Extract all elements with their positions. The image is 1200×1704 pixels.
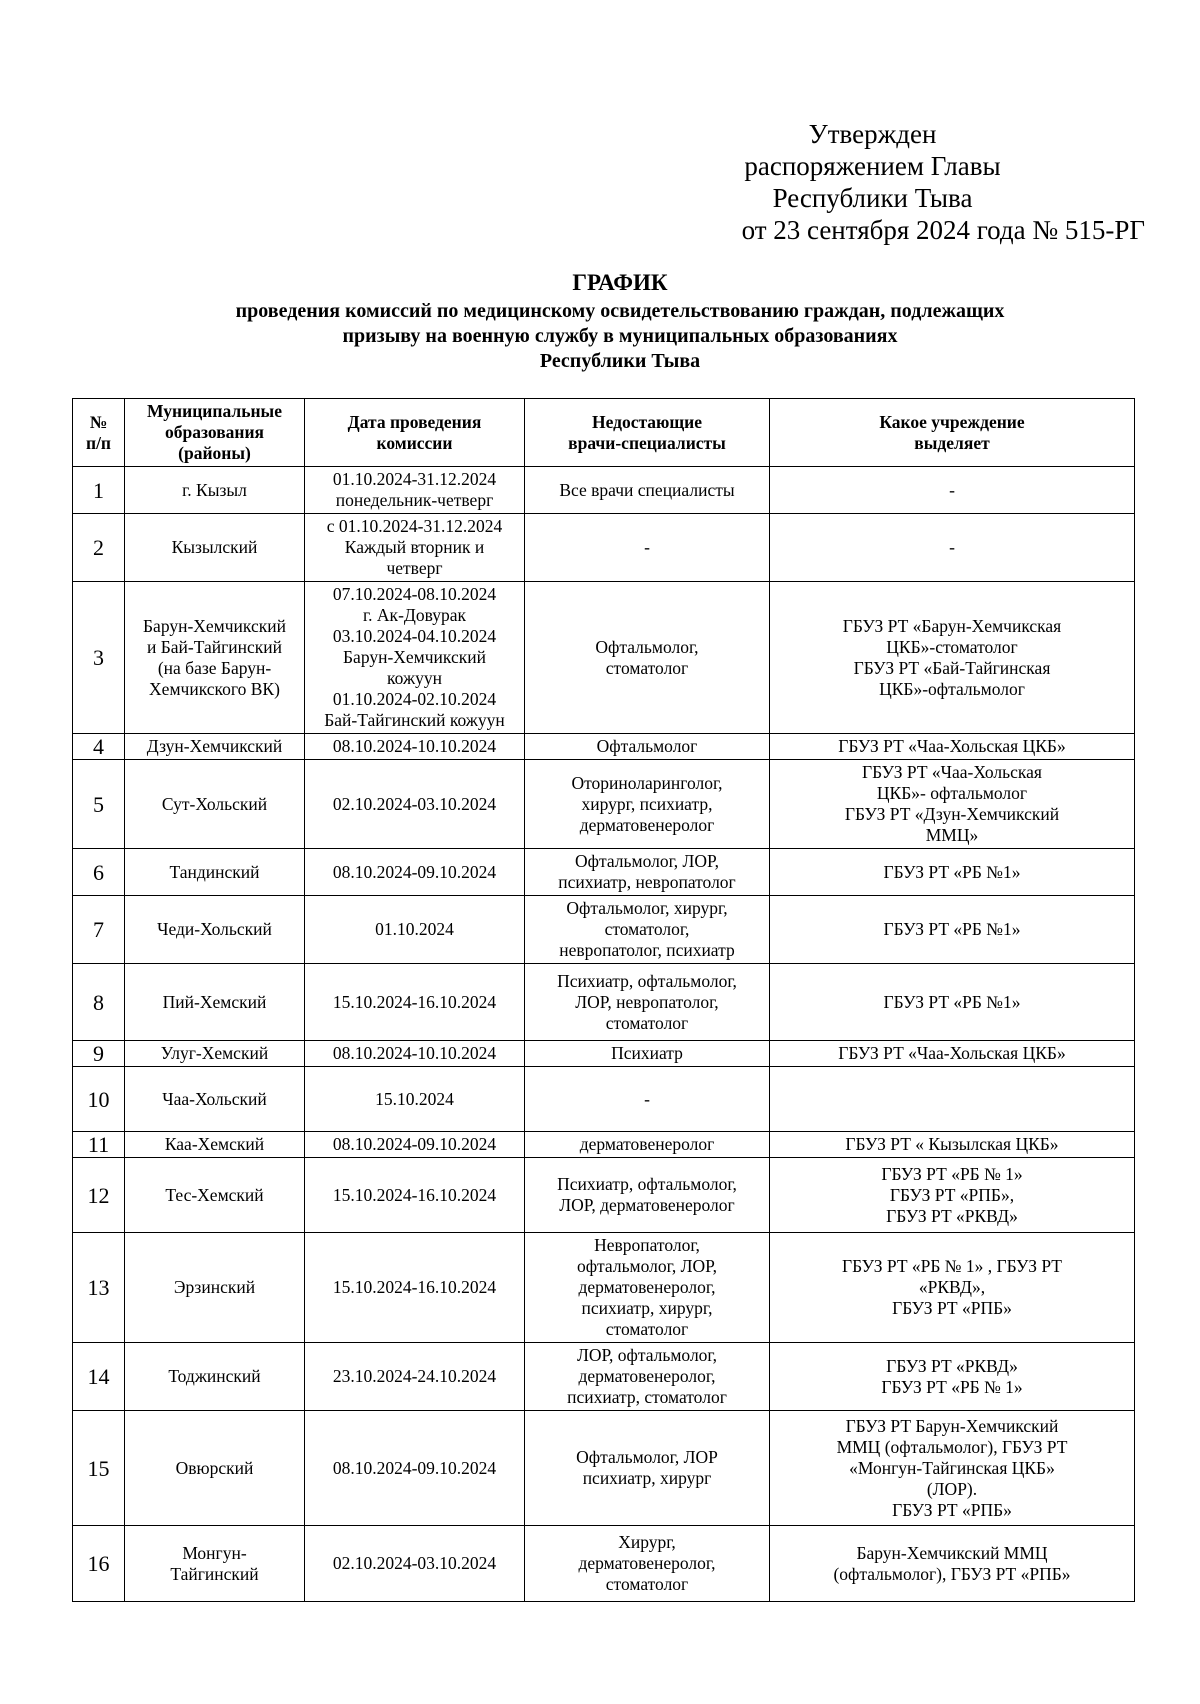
- table-row: [73, 1158, 1135, 1233]
- cell-line: (на базе Барун-: [157, 657, 272, 678]
- cell-line: Сут-Хольский: [161, 793, 268, 814]
- cell-line: ЛОР, невропатолог,: [575, 991, 719, 1012]
- cell-line: Офтальмолог,: [595, 636, 699, 657]
- cell-date: [305, 1526, 525, 1602]
- table-row: [73, 1233, 1135, 1343]
- cell-line: 08.10.2024-09.10.2024: [332, 861, 497, 882]
- cell-line: ГБУЗ РТ «Чаа-Хольская: [862, 762, 1042, 782]
- cell-line: Оториноларинголог,: [571, 772, 723, 793]
- title-line: проведения комиссий по медицинскому освидетельствованию граждан, подлежащих: [235, 300, 1005, 322]
- cell-line: Офтальмолог, хирург,: [566, 898, 728, 918]
- table-row: [73, 1411, 1135, 1526]
- cell-line: Все врачи специалисты: [559, 479, 735, 500]
- cell-date: [305, 1041, 525, 1067]
- approval-line: Утвержден: [808, 119, 937, 149]
- cell-district: [125, 1158, 305, 1233]
- cell-line: 15.10.2024-16.10.2024: [332, 1184, 497, 1205]
- row-number: 10: [73, 1067, 125, 1132]
- cell-line: ГБУЗ РТ «Чаа-Хольская ЦКБ»: [838, 1043, 1066, 1063]
- cell-institution: [770, 1343, 1135, 1411]
- cell-line: 08.10.2024-10.10.2024: [332, 736, 497, 756]
- table-row: [73, 849, 1135, 896]
- cell-date: [305, 849, 525, 896]
- cell-doctors: [525, 760, 770, 849]
- cell-line: Дзун-Хемчикский: [146, 736, 283, 756]
- cell-line: ММЦ»: [925, 825, 979, 845]
- cell-line: ЛОР, офтальмолог,: [576, 1345, 718, 1365]
- cell-line: 23.10.2024-24.10.2024: [332, 1366, 497, 1386]
- row-number: 15: [73, 1411, 125, 1526]
- cell-line: 01.10.2024: [375, 919, 454, 939]
- row-number: 2: [73, 514, 125, 582]
- cell-date: [305, 1158, 525, 1233]
- cell-line: ГБУЗ РТ «РПБ»: [892, 1298, 1012, 1318]
- title-heading: ГРАФИК: [572, 270, 668, 295]
- cell-district: [125, 1343, 305, 1411]
- cell-institution: [770, 1411, 1135, 1526]
- table-body: [73, 467, 1135, 1602]
- cell-line: стоматолог: [605, 1319, 689, 1339]
- row-number: 8: [73, 964, 125, 1041]
- cell-district: [125, 1041, 305, 1067]
- header-institution: [770, 399, 1135, 467]
- cell-line: стоматолог: [605, 1574, 689, 1594]
- cell-line: ГБУЗ РТ «РБ №1»: [883, 861, 1021, 882]
- header-number: [73, 399, 125, 467]
- cell-institution: [770, 1041, 1135, 1067]
- cell-line: ЦКБ»-стоматолог: [886, 636, 1018, 657]
- cell-line: 03.10.2024-04.10.2024: [332, 626, 497, 646]
- cell-line: Тоджинский: [168, 1366, 261, 1386]
- cell-line: психиатр, хирург: [582, 1468, 712, 1488]
- cell-line: психиатр, хирург,: [581, 1298, 713, 1318]
- cell-district: [125, 514, 305, 582]
- cell-district: [125, 1233, 305, 1343]
- cell-line: Офтальмолог: [596, 736, 698, 756]
- cell-line: ГБУЗ РТ «РКВД»: [886, 1355, 1018, 1376]
- table-row: [73, 1067, 1135, 1132]
- cell-institution: [770, 467, 1135, 514]
- cell-district: [125, 849, 305, 896]
- approval-line: распоряжением Главы: [744, 151, 1001, 181]
- header-line: (районы): [178, 443, 251, 463]
- cell-institution: [770, 849, 1135, 896]
- row-number: 1: [73, 467, 125, 514]
- cell-district: [125, 1411, 305, 1526]
- cell-date: [305, 760, 525, 849]
- cell-district: [125, 467, 305, 514]
- cell-line: дерматовенеролог: [579, 1134, 715, 1154]
- cell-institution: [770, 1233, 1135, 1343]
- cell-line: Улуг-Хемский: [160, 1043, 269, 1063]
- cell-line: невропатолог, психиатр: [559, 940, 735, 960]
- cell-line: понедельник-четверг: [335, 490, 494, 510]
- cell-line: -: [644, 537, 650, 557]
- cell-line: Пий-Хемский: [162, 991, 267, 1012]
- cell-line: -: [949, 479, 955, 500]
- row-number: 11: [73, 1132, 125, 1158]
- cell-line: Чаа-Хольский: [162, 1088, 267, 1109]
- cell-line: стоматолог: [605, 1012, 689, 1033]
- cell-line: Психиатр: [611, 1043, 683, 1063]
- cell-line: 02.10.2024-03.10.2024: [332, 1553, 497, 1573]
- cell-line: «Монгун-Тайгинская ЦКБ»: [849, 1457, 1055, 1478]
- cell-line: ММЦ (офтальмолог), ГБУЗ РТ: [836, 1436, 1068, 1457]
- cell-line: ЦКБ»-офтальмолог: [879, 678, 1025, 699]
- cell-line: четверг: [386, 558, 443, 578]
- cell-line: ГБУЗ РТ «Чаа-Хольская ЦКБ»: [838, 736, 1066, 756]
- cell-date: [305, 467, 525, 514]
- cell-line: хирург, психиатр,: [581, 793, 713, 814]
- cell-date: [305, 1343, 525, 1411]
- row-number: 4: [73, 734, 125, 760]
- cell-date: [305, 582, 525, 734]
- cell-doctors: [525, 1132, 770, 1158]
- cell-line: ЛОР, дерматовенеролог: [559, 1195, 735, 1215]
- cell-line: психиатр, невропатолог: [558, 872, 736, 892]
- cell-institution: [770, 582, 1135, 734]
- cell-institution: [770, 514, 1135, 582]
- cell-line: Каждый вторник и: [344, 537, 485, 557]
- approval-block: [600, 118, 1145, 246]
- header-line: выделяет: [914, 432, 990, 453]
- header-line: врачи-специалисты: [568, 432, 726, 453]
- header-doctors: [525, 399, 770, 467]
- cell-line: ГБУЗ РТ «РБ №1»: [883, 919, 1021, 939]
- cell-line: и Бай-Тайгинский: [146, 636, 283, 657]
- cell-line: (офтальмолог), ГБУЗ РТ «РПБ»: [833, 1563, 1071, 1584]
- table-row: [73, 896, 1135, 964]
- cell-line: дерматовенеролог,: [578, 1366, 716, 1386]
- cell-date: [305, 1132, 525, 1158]
- cell-line: кожуун: [387, 668, 442, 688]
- cell-line: 15.10.2024: [375, 1088, 454, 1109]
- cell-institution: [770, 964, 1135, 1041]
- cell-line: ГБУЗ РТ «Барун-Хемчикская: [842, 615, 1062, 636]
- cell-line: 08.10.2024-09.10.2024: [332, 1457, 497, 1478]
- cell-line: офтальмолог, ЛОР,: [576, 1256, 718, 1276]
- header-district: [125, 399, 305, 467]
- table-row: [73, 964, 1135, 1041]
- cell-district: [125, 734, 305, 760]
- cell-institution: [770, 896, 1135, 964]
- header-line: образования: [164, 422, 265, 442]
- cell-institution: [770, 1132, 1135, 1158]
- cell-date: [305, 1067, 525, 1132]
- cell-line: ГБУЗ РТ «РБ №1»: [883, 991, 1021, 1012]
- cell-doctors: [525, 1041, 770, 1067]
- cell-doctors: [525, 1526, 770, 1602]
- cell-institution: [770, 1067, 1135, 1132]
- approval-line: от 23 сентября 2024 года № 515-РГ: [741, 215, 1145, 245]
- cell-line: Бай-Тайгинский кожуун: [324, 710, 505, 730]
- cell-line: Каа-Хемский: [164, 1134, 265, 1154]
- table-row: [73, 514, 1135, 582]
- header-line: №: [89, 411, 108, 432]
- row-number: 12: [73, 1158, 125, 1233]
- cell-district: [125, 1067, 305, 1132]
- cell-line: (ЛОР).: [926, 1478, 978, 1499]
- cell-line: Барун-Хемчикский: [143, 615, 286, 636]
- cell-line: ГБУЗ РТ «РБ № 1»: [881, 1376, 1023, 1397]
- header-line: комиссии: [376, 432, 453, 453]
- cell-date: [305, 896, 525, 964]
- row-number: 3: [73, 582, 125, 734]
- header-date: [305, 399, 525, 467]
- cell-line: Офтальмолог, ЛОР: [576, 1447, 718, 1467]
- cell-line: ГБУЗ РТ «Бай-Тайгинская: [853, 657, 1051, 678]
- cell-line: ГБУЗ РТ Барун-Хемчикский: [845, 1415, 1059, 1436]
- cell-doctors: [525, 467, 770, 514]
- cell-line: 08.10.2024-10.10.2024: [332, 1043, 497, 1063]
- cell-line: ГБУЗ РТ «Дзун-Хемчикский: [844, 804, 1060, 824]
- cell-district: [125, 1526, 305, 1602]
- cell-line: ГБУЗ РТ « Кызылская ЦКБ»: [845, 1134, 1059, 1154]
- cell-institution: [770, 1158, 1135, 1233]
- cell-line: Тандинский: [169, 861, 260, 882]
- row-number: 5: [73, 760, 125, 849]
- cell-line: -: [644, 1088, 650, 1109]
- cell-doctors: [525, 734, 770, 760]
- cell-district: [125, 760, 305, 849]
- cell-doctors: [525, 1233, 770, 1343]
- cell-institution: [770, 734, 1135, 760]
- cell-line: -: [949, 537, 955, 557]
- cell-date: [305, 734, 525, 760]
- table-row: [73, 1041, 1135, 1067]
- cell-date: [305, 964, 525, 1041]
- cell-date: [305, 514, 525, 582]
- title-line: Республики Тыва: [539, 350, 701, 372]
- row-number: 9: [73, 1041, 125, 1067]
- cell-line: Барун-Хемчикский: [343, 647, 486, 667]
- cell-line: г. Ак-Довурак: [362, 605, 467, 625]
- cell-line: дерматовенеролог,: [578, 1553, 716, 1573]
- cell-line: Тес-Хемский: [165, 1184, 264, 1205]
- cell-line: Барун-Хемчикский ММЦ: [856, 1542, 1048, 1563]
- cell-doctors: [525, 582, 770, 734]
- cell-line: 01.10.2024-02.10.2024: [332, 689, 497, 709]
- cell-doctors: [525, 1343, 770, 1411]
- cell-district: [125, 582, 305, 734]
- cell-line: 07.10.2024-08.10.2024: [332, 584, 497, 604]
- header-line: п/п: [85, 432, 112, 453]
- cell-doctors: [525, 964, 770, 1041]
- header-line: Муниципальные: [147, 401, 282, 421]
- row-number: 14: [73, 1343, 125, 1411]
- cell-institution: [770, 760, 1135, 849]
- cell-line: г. Кызыл: [182, 479, 247, 500]
- table-row: [73, 760, 1135, 849]
- table-row: [73, 734, 1135, 760]
- cell-line: Овюрский: [175, 1457, 254, 1478]
- cell-doctors: [525, 1411, 770, 1526]
- cell-line: Офтальмолог, ЛОР,: [575, 851, 719, 871]
- row-number: 16: [73, 1526, 125, 1602]
- table-row: [73, 1132, 1135, 1158]
- cell-line: Психиатр, офтальмолог,: [557, 970, 737, 991]
- row-number: 7: [73, 896, 125, 964]
- cell-district: [125, 1132, 305, 1158]
- cell-line: Кызылский: [171, 537, 258, 557]
- table-row: [73, 1526, 1135, 1602]
- cell-line: ГБУЗ РТ «РПБ»,: [889, 1184, 1015, 1205]
- table-header-row: [73, 399, 1135, 467]
- cell-doctors: [525, 1158, 770, 1233]
- title-line: призыву на военную службу в муниципальных образованиях: [342, 325, 898, 347]
- cell-doctors: [525, 896, 770, 964]
- cell-line: дерматовенеролог,: [578, 1277, 716, 1297]
- cell-line: стоматолог,: [604, 919, 690, 939]
- cell-line: «РКВД»,: [918, 1277, 986, 1297]
- row-number: 6: [73, 849, 125, 896]
- document-title: [130, 270, 1110, 374]
- schedule-table: [72, 398, 1135, 1602]
- cell-line: ГБУЗ РТ «РБ № 1»: [881, 1163, 1023, 1184]
- header-line: Недостающие: [591, 411, 703, 432]
- table-row: [73, 1343, 1135, 1411]
- cell-line: 02.10.2024-03.10.2024: [332, 793, 497, 814]
- table-row: [73, 582, 1135, 734]
- cell-line: 15.10.2024-16.10.2024: [332, 1277, 497, 1297]
- cell-line: Монгун-: [182, 1542, 247, 1563]
- cell-line: дерматовенеролог: [579, 814, 715, 835]
- cell-doctors: [525, 1067, 770, 1132]
- cell-line: стоматолог: [605, 657, 689, 678]
- cell-doctors: [525, 849, 770, 896]
- cell-line: ЦКБ»- офтальмолог: [876, 783, 1028, 803]
- header-line: Дата проведения: [347, 411, 482, 432]
- approval-line: Республики Тыва: [772, 183, 973, 213]
- cell-line: Чеди-Хольский: [157, 919, 272, 939]
- header-line: Какое учреждение: [879, 411, 1025, 432]
- cell-line: 15.10.2024-16.10.2024: [332, 991, 497, 1012]
- cell-district: [125, 964, 305, 1041]
- cell-line: 01.10.2024-31.12.2024: [332, 469, 497, 489]
- cell-institution: [770, 1526, 1135, 1602]
- cell-district: [125, 896, 305, 964]
- cell-line: ГБУЗ РТ «РБ № 1» , ГБУЗ РТ: [842, 1256, 1062, 1276]
- cell-line: 08.10.2024-09.10.2024: [332, 1134, 497, 1154]
- cell-line: ГБУЗ РТ «РКВД»: [886, 1205, 1018, 1226]
- table-row: [73, 467, 1135, 514]
- row-number: 13: [73, 1233, 125, 1343]
- cell-line: Хирург,: [618, 1532, 676, 1552]
- cell-line: психиатр, стоматолог: [567, 1387, 727, 1407]
- cell-line: ГБУЗ РТ «РПБ»: [892, 1499, 1012, 1520]
- cell-doctors: [525, 514, 770, 582]
- cell-line: с 01.10.2024-31.12.2024: [326, 516, 503, 536]
- cell-line: Тайгинский: [170, 1563, 259, 1584]
- cell-date: [305, 1411, 525, 1526]
- cell-line: Психиатр, офтальмолог,: [557, 1174, 737, 1194]
- cell-line: Невропатолог,: [594, 1235, 700, 1255]
- cell-line: Хемчикского ВК): [149, 678, 280, 699]
- cell-date: [305, 1233, 525, 1343]
- cell-line: Эрзинский: [173, 1277, 256, 1297]
